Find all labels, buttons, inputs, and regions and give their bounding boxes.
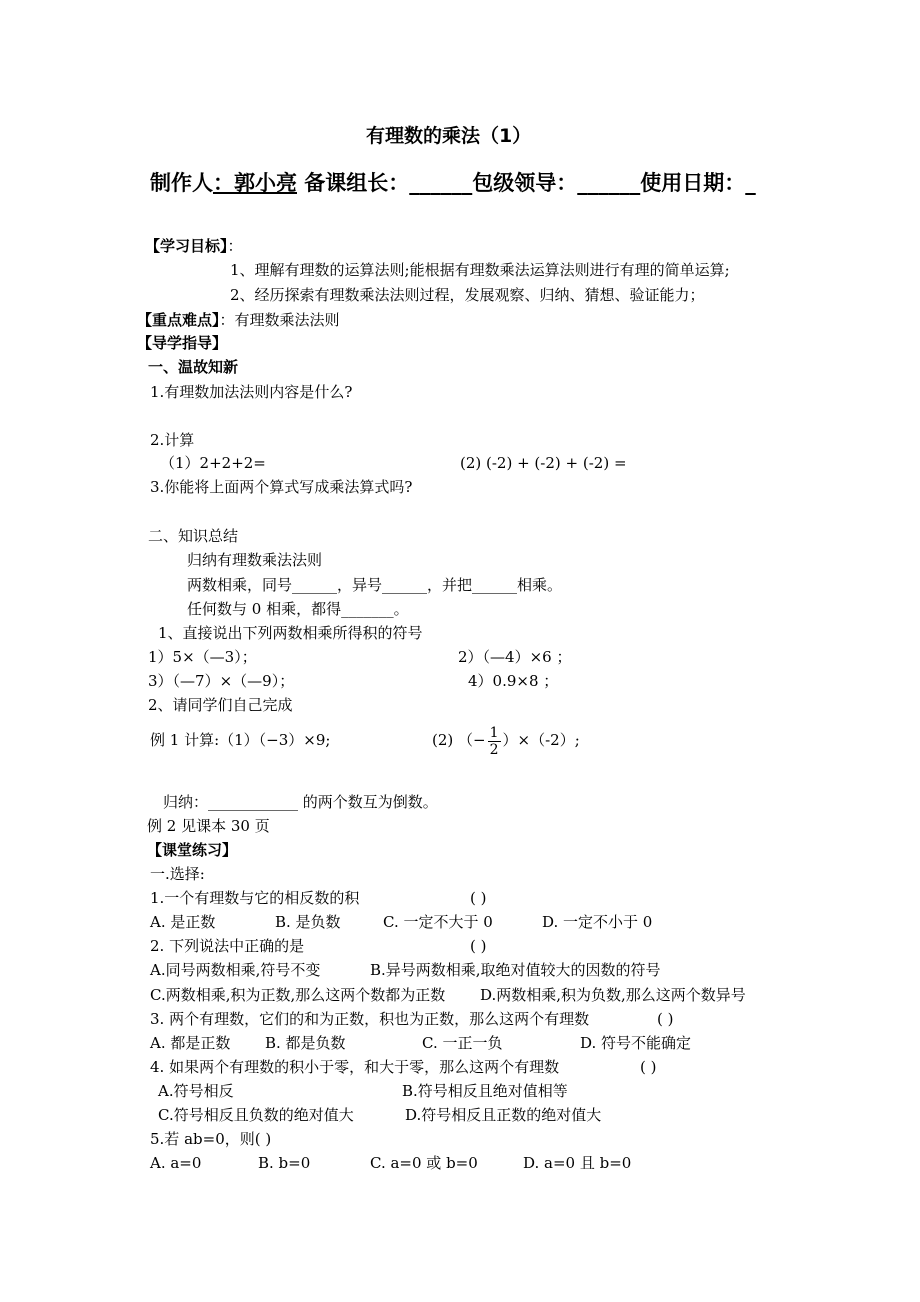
practice-q4-paren: ( )	[640, 1058, 657, 1076]
practice-q1-opt-d: D. 一定不小于 0	[542, 913, 653, 931]
practice-q2-opt-c: C.两数相乘,积为正数,那么这两个数都为正数	[150, 986, 446, 1004]
review-q2-b: (2) (-2) + (-2) + (-2) =	[460, 454, 627, 472]
practice-q2-paren: ( )	[470, 937, 487, 955]
goals-heading-line	[145, 236, 243, 256]
review-q2-a: （1）2+2+2=	[160, 454, 266, 472]
practice-q4-opt-c: C.符号相反且负数的绝对值大	[158, 1106, 354, 1124]
practice-q5-opt-a: A. a=0	[150, 1154, 202, 1172]
page-title: 有理数的乘法（1）	[366, 125, 532, 147]
practice-q3-opt-a: A. 都是正数	[150, 1034, 231, 1052]
task-1-a: 1）5×（—3）；	[148, 648, 257, 666]
rule-2: 任何数与 0 相乘，都得_______。	[187, 600, 409, 618]
practice-q3-opt-b: B. 都是负数	[265, 1034, 346, 1052]
example-1-b	[432, 718, 580, 762]
practice-q5: 5.若 ab=0，则( )	[150, 1130, 272, 1148]
practice-q4-opt-b: B.符号相反且绝对值相等	[402, 1082, 568, 1100]
review-q3: 3.你能将上面两个算式写成乘法算式吗?	[150, 478, 413, 496]
review-q2: 2.计算	[150, 431, 195, 449]
task-2: 2、请同学们自己完成	[148, 696, 293, 714]
author-name: ：郭小亮	[213, 171, 297, 195]
fraction-numerator: 1	[489, 724, 499, 741]
goals-colon: ：	[227, 237, 243, 255]
practice-q3: 3. 两个有理数，它们的和为正数，积也为正数，那么这两个有理数	[150, 1010, 590, 1028]
practice-q1-opt-a: A. 是正数	[150, 913, 216, 931]
practice-q1-opt-b: B. 是负数	[275, 913, 341, 931]
guide-heading: 【导学指导】	[137, 334, 228, 352]
practice-q5-opt-b: B. b=0	[258, 1154, 311, 1172]
summary-heading: 二、知识总结	[148, 527, 239, 545]
goal-item-2: 2、经历探索有理数乘法法则过程，发展观察、归纳、猜想、验证能力；	[230, 286, 705, 304]
rule-1: 两数相乘，同号______，异号______，并把______相乘。	[187, 576, 563, 594]
practice-q4: 4. 如果两个有理数的积小于零，和大于零，那么这两个有理数	[150, 1058, 560, 1076]
practice-q1: 1.一个有理数与它的相反数的积	[150, 889, 360, 907]
practice-q4-opt-a: A.符号相反	[158, 1082, 234, 1100]
task-1-c: 3）（—7）×（—9）；	[148, 672, 295, 690]
key-points-line	[137, 310, 340, 330]
practice-q2: 2. 下列说法中正确的是	[150, 937, 305, 955]
task-1: 1、直接说出下列两数相乘所得积的符号	[158, 624, 423, 642]
review-q1: 1.有理数加法法则内容是什么?	[150, 383, 353, 401]
example-1-b-pre: (2) （−	[432, 731, 486, 749]
practice-q3-paren: ( )	[657, 1010, 674, 1028]
practice-q4-opt-d: D.符号相反且正数的绝对值大	[405, 1106, 602, 1124]
example-1-a: 例 1 计算:（1）（−3）×9;	[150, 731, 331, 749]
rule-title: 归纳有理数乘法法则	[187, 551, 323, 569]
author-label: 制作人	[150, 171, 213, 195]
practice-section: 一.选择:	[150, 865, 205, 883]
task-1-b: 2）（—4）×6 ；	[458, 648, 572, 666]
key-points-heading: 【重点难点】	[137, 311, 220, 329]
practice-q2-opt-b: B.异号两数相乘,取绝对值较大的因数的符号	[370, 961, 661, 979]
example-1-b-post: ）×（-2）;	[502, 731, 580, 749]
practice-q2-opt-a: A.同号两数相乘,符号不变	[150, 961, 321, 979]
task-1-d: 4）0.9×8 ；	[468, 672, 559, 690]
practice-q2-opt-d: D.两数相乘,积为负数,那么这两个数异号	[480, 986, 746, 1004]
practice-q1-paren: ( )	[470, 889, 487, 907]
fraction-one-half	[488, 725, 501, 758]
fraction-denominator: 2	[489, 741, 499, 758]
key-points-text: ：有理数乘法法则	[219, 311, 340, 329]
practice-q3-opt-c: C. 一正一负	[422, 1034, 503, 1052]
reciprocal-conclusion: 归纳：____________ 的两个数互为倒数。	[163, 793, 438, 811]
author-line	[150, 169, 756, 197]
example-2: 例 2 见课本 30 页	[147, 817, 270, 835]
goals-heading: 【学习目标】	[145, 237, 228, 255]
practice-heading: 【课堂练习】	[147, 841, 238, 859]
review-heading: 一、温故知新	[148, 358, 239, 376]
author-rest: 备课组长：______包级领导：______使用日期：_	[297, 171, 756, 195]
practice-q1-opt-c: C. 一定不大于 0	[383, 913, 493, 931]
practice-q5-opt-c: C. a=0 或 b=0	[370, 1154, 478, 1172]
goal-item-1: 1、理解有理数的运算法则;能根据有理数乘法运算法则进行有理的简单运算;	[230, 261, 730, 279]
practice-q3-opt-d: D. 符号不能确定	[580, 1034, 692, 1052]
practice-q5-opt-d: D. a=0 且 b=0	[523, 1154, 632, 1172]
